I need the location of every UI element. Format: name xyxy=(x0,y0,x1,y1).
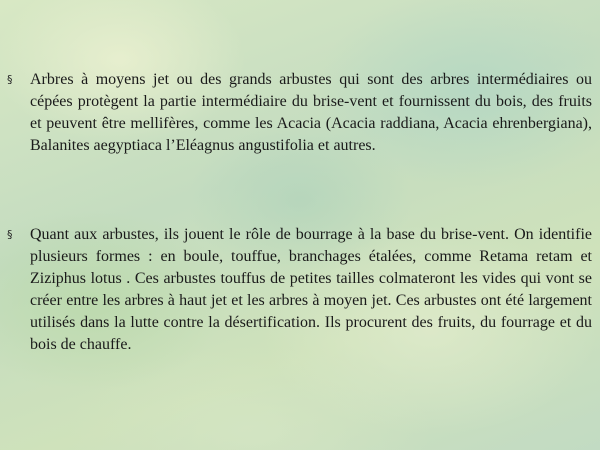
bullet-marker-2: § xyxy=(7,228,13,241)
paragraph-trees-medium: Arbres à moyens jet ou des grands arbustes qui sont des arbres intermédiaires ou cépées protègent la partie intermédiaire du brise-vent et fournissent du bois, des fruits et peuvent être mellifères, comme les Acacia (Acacia raddiana, Acacia ehrenbergiana), Balanites aegyptiaca l’Eléagnus angustifolia et autres. xyxy=(30,71,592,154)
paragraph-shrubs: Quant aux arbustes, ils jouent le rôle de bourrage à la base du brise-vent. On identifie plusieurs formes : en boule, touffue, branchages étalées, comme Retama retam et Ziziphus lotus . Ces arbustes touffus de petites tailles colmateront les vides qui vont se créer entre les arbres à haut jet et les arbres à moyen jet. Ces arbustes ont été largement utilisés dans la lutte contre la désertification. Ils procurent des fruits, du fourrage et du bois de chauffe. xyxy=(30,226,592,353)
bullet-marker-1: § xyxy=(7,73,13,86)
